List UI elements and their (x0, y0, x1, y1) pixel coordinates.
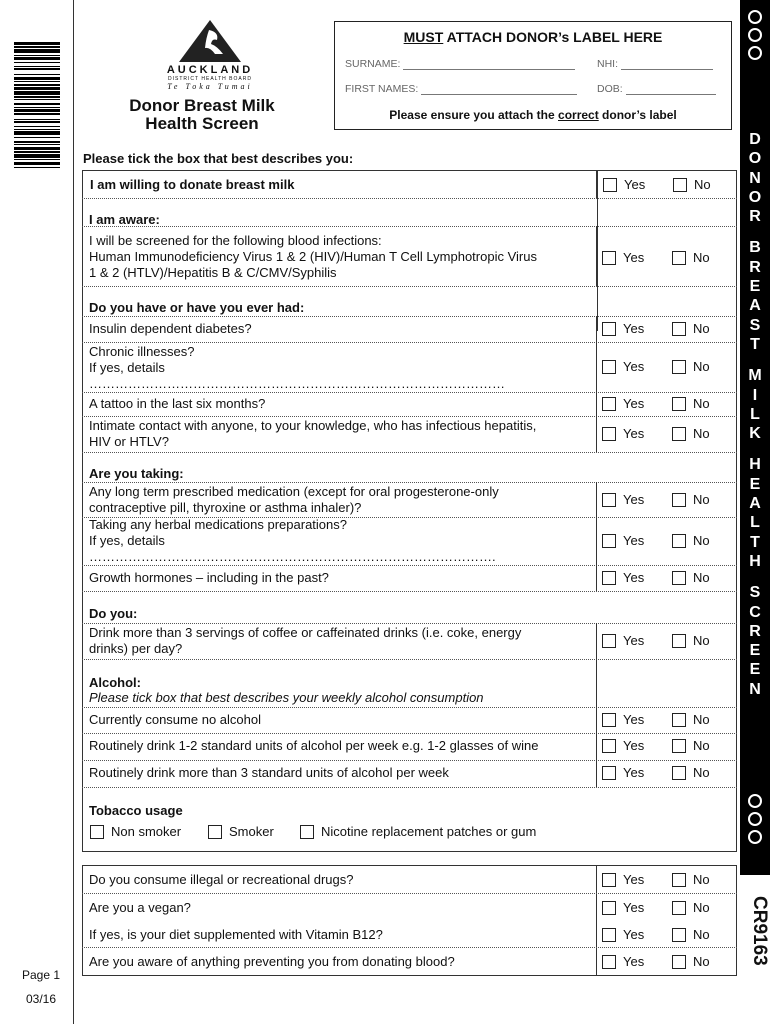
checkbox-icon (672, 322, 686, 336)
vertical-letter: D (749, 131, 761, 148)
no-label: No (693, 633, 710, 648)
checkbox-icon (602, 397, 616, 411)
column-divider (596, 517, 597, 565)
no-checkbox[interactable] (672, 765, 710, 780)
row-separator (82, 226, 737, 227)
question-text: Any long term prescribed medication (except for oral progesterone-only (89, 484, 499, 499)
form-title-line1: Donor Breast Milk (129, 96, 275, 115)
no-checkbox[interactable] (672, 633, 710, 648)
no-checkbox[interactable] (672, 321, 710, 336)
form-title-line2: Health Screen (145, 114, 259, 133)
yes-label: Yes (623, 396, 645, 411)
dot-icon (748, 28, 762, 42)
checkbox-icon (300, 825, 314, 839)
yes-label: Yes (623, 359, 645, 374)
column-divider (596, 623, 597, 659)
no-label: No (693, 492, 710, 507)
vertical-letter: A (749, 297, 761, 315)
no-checkbox[interactable]: No (673, 177, 711, 192)
dots-top (740, 6, 770, 60)
yes-label: Yes (623, 426, 645, 441)
yes-checkbox[interactable] (602, 533, 644, 548)
row-separator (82, 452, 737, 453)
checkbox-icon (672, 427, 686, 441)
checkbox-icon (672, 571, 686, 585)
no-checkbox[interactable] (672, 250, 710, 265)
column-divider (596, 392, 597, 416)
question-text: If yes, details (89, 360, 165, 375)
vertical-letter: I (752, 386, 758, 404)
section-heading: Alcohol: (89, 675, 141, 690)
non-smoker-checkbox[interactable] (90, 824, 181, 839)
question-text: Are you a vegan? (89, 900, 191, 915)
vertical-letter: E (749, 661, 761, 679)
column-divider (596, 416, 597, 452)
checkbox-icon (672, 901, 686, 915)
vertical-letter: E (749, 642, 761, 660)
vertical-letter: B (749, 239, 761, 257)
margin-line (73, 0, 74, 1024)
checkbox-icon (672, 739, 686, 753)
no-label: No (693, 765, 710, 780)
row-separator (82, 198, 737, 199)
section-heading: Do you have or have you ever had: (89, 300, 305, 315)
question-text: Intimate contact with anyone, to your knowledge, who has infectious hepatitis, (89, 418, 537, 433)
vertical-letter: E (749, 475, 761, 493)
checkbox-icon (602, 493, 616, 507)
no-checkbox[interactable] (672, 712, 710, 727)
question-text: drinks) per day? (89, 641, 183, 656)
row-separator (82, 707, 737, 708)
label-box-heading: MUST ATTACH DONOR’s LABEL HERE (403, 29, 663, 45)
checkbox-icon (602, 739, 616, 753)
vertical-letter: S (749, 584, 761, 602)
yes-checkbox[interactable] (602, 492, 644, 507)
checkbox-icon (672, 634, 686, 648)
yes-checkbox[interactable] (602, 765, 644, 780)
checkbox-icon (672, 493, 686, 507)
vertical-letter: T (750, 533, 760, 551)
column-divider (596, 482, 597, 517)
row-separator (82, 623, 737, 624)
checkbox-icon (90, 825, 104, 839)
yes-label: Yes (623, 738, 645, 753)
row-separator (82, 286, 737, 287)
question-text: Do you consume illegal or recreational drugs? (89, 872, 354, 887)
question-text: Insulin dependent diabetes? (89, 321, 252, 336)
no-label: No (693, 738, 710, 753)
question-text: Human Immunodeficiency Virus 1 & 2 (HIV)/Human T Cell Lymphotropic Virus (89, 249, 537, 264)
section-heading: I am aware: (89, 212, 160, 227)
row-separator (82, 591, 737, 592)
question-text: …………………………………………………………………………………… (89, 376, 505, 391)
vertical-letter: H (749, 456, 761, 474)
row-separator (82, 659, 737, 660)
no-checkbox[interactable] (672, 533, 710, 548)
vertical-letter: L (750, 514, 760, 532)
question-text: Routinely drink more than 3 standard units of alcohol per week (89, 765, 449, 780)
row-separator (82, 893, 737, 894)
checkbox-icon (672, 360, 686, 374)
no-checkbox[interactable] (672, 492, 710, 507)
logo-mountain-icon (179, 20, 241, 62)
no-label: No (693, 570, 710, 585)
column-divider (596, 342, 597, 392)
column-divider (596, 565, 597, 591)
question-text: If yes, is your diet supplemented with Vitamin B12? (89, 927, 383, 942)
yes-checkbox[interactable] (602, 396, 644, 411)
question-row (83, 171, 736, 199)
row-separator (82, 342, 737, 343)
label-note: Please ensure you attach the correct donor’s label (389, 108, 677, 122)
question-text: I am willing to donate breast milk (90, 177, 295, 192)
yes-checkbox[interactable] (602, 570, 644, 585)
yes-checkbox[interactable] (602, 712, 644, 727)
checkbox-icon (602, 955, 616, 969)
column-divider (596, 170, 597, 198)
checkbox-icon (602, 634, 616, 648)
no-label: No (693, 954, 710, 969)
vertical-letter: T (750, 335, 760, 353)
yes-checkbox[interactable]: Yes (603, 177, 645, 192)
column-divider (596, 865, 597, 976)
nhi-field[interactable]: NHI: (597, 58, 713, 70)
checkbox-icon (672, 955, 686, 969)
section-heading: Do you: (89, 606, 138, 621)
checkbox-icon (602, 766, 616, 780)
no-label: No (693, 900, 710, 915)
row-separator (82, 316, 737, 317)
vertical-letter: K (749, 425, 761, 443)
vertical-letter: M (748, 367, 762, 385)
question-text: …………………………………………………………………………………. (89, 549, 496, 564)
vertical-letter: L (750, 405, 760, 423)
checkbox-icon (602, 251, 616, 265)
form-title (102, 97, 302, 133)
form-date: 03/16 (26, 992, 57, 1006)
no-checkbox[interactable] (672, 738, 710, 753)
question-text: Currently consume no alcohol (89, 712, 261, 727)
section-note: Please tick box that best describes your weekly alcohol consumption (89, 690, 484, 705)
no-label: No (693, 872, 710, 887)
checkbox-icon (672, 251, 686, 265)
yes-label: Yes (623, 712, 645, 727)
column-divider (596, 226, 597, 286)
page-footer (22, 963, 60, 1011)
no-checkbox[interactable] (672, 570, 710, 585)
vertical-letter: R (749, 208, 761, 226)
no-checkbox[interactable] (672, 927, 710, 942)
option-label: Nicotine replacement patches or gum (321, 824, 537, 839)
intro-instruction: Please tick the box that best describes you: (83, 151, 354, 166)
letter-gap (740, 443, 770, 455)
yes-label: Yes (623, 492, 645, 507)
question-text: Taking any herbal medications preparations? (89, 517, 347, 532)
yes-checkbox[interactable] (602, 872, 644, 887)
no-checkbox[interactable] (672, 359, 710, 374)
yes-label: Yes (623, 900, 645, 915)
column-divider (596, 659, 597, 707)
yes-label: Yes (623, 765, 645, 780)
adhb-logo (155, 20, 265, 91)
logo-name: AUCKLAND (166, 64, 254, 76)
dot-icon (748, 812, 762, 826)
yes-checkbox[interactable] (602, 954, 644, 969)
vertical-letter: R (749, 258, 761, 276)
no-label: No (693, 533, 710, 548)
checkbox-icon (602, 928, 616, 942)
checkbox-icon (602, 873, 616, 887)
dot-icon (748, 830, 762, 844)
vertical-letter: A (749, 495, 761, 513)
barcode (14, 42, 60, 272)
dots-bottom (740, 790, 770, 844)
no-checkbox[interactable] (672, 900, 710, 915)
column-divider (596, 707, 597, 733)
checkbox-icon (602, 360, 616, 374)
vertical-letter: H (749, 552, 761, 570)
checkbox-icon (672, 534, 686, 548)
section-heading: Tobacco usage (89, 803, 183, 818)
question-text: Growth hormones – including in the past? (89, 570, 329, 585)
letter-gap (740, 571, 770, 583)
row-separator (82, 482, 737, 483)
checkbox-icon (672, 766, 686, 780)
checkbox-icon (602, 571, 616, 585)
question-text: A tattoo in the last six months? (89, 396, 266, 411)
row-separator (82, 760, 737, 761)
letter-gap (740, 226, 770, 238)
checkbox-icon (602, 713, 616, 727)
donor-label-box[interactable] (334, 21, 732, 130)
column-divider (596, 760, 597, 787)
no-label: No (693, 927, 710, 942)
vertical-letter: R (749, 622, 761, 640)
section-heading: Are you taking: (89, 466, 184, 481)
question-text: HIV or HTLV? (89, 434, 169, 449)
vertical-letter: O (748, 188, 762, 206)
form-code: CR9163 (749, 896, 770, 966)
dob-field[interactable]: DOB: (597, 83, 716, 95)
yes-label: Yes (623, 927, 645, 942)
first-names-field[interactable]: FIRST NAMES: (345, 83, 577, 95)
yes-label: Yes (623, 533, 645, 548)
checkbox-icon (672, 928, 686, 942)
row-separator (82, 416, 737, 417)
logo-maori-name: Te Toka Tumai (167, 82, 253, 91)
question-text: contraceptive pill, thyroxine or asthma inhaler)? (89, 500, 362, 515)
checkbox-icon (672, 873, 686, 887)
row-separator (82, 733, 737, 734)
yes-checkbox[interactable] (602, 633, 644, 648)
vertical-letter: S (749, 316, 761, 334)
column-divider (596, 733, 597, 760)
checkbox-icon (602, 534, 616, 548)
dot-icon (748, 10, 762, 24)
no-label: No (693, 396, 710, 411)
no-label: No (693, 426, 710, 441)
yes-label: Yes (623, 633, 645, 648)
checkbox-icon (672, 397, 686, 411)
option-label: Non smoker (111, 824, 182, 839)
question-text: 1 & 2 (HTLV)/Hepatitis B & C/CMV/Syphilis (89, 265, 337, 280)
no-label: No (693, 250, 710, 265)
vertical-letter: N (749, 680, 761, 698)
checkbox-icon (672, 713, 686, 727)
no-checkbox[interactable] (672, 872, 710, 887)
checkbox-icon (602, 322, 616, 336)
question-text: Are you aware of anything preventing you from donating blood? (89, 954, 455, 969)
question-text: Drink more than 3 servings of coffee or caffeinated drinks (i.e. coke, energy (89, 625, 522, 640)
row-separator (82, 565, 737, 566)
yes-checkbox[interactable] (602, 900, 644, 915)
yes-label: Yes (623, 570, 645, 585)
vertical-title (740, 130, 770, 699)
yes-label: Yes (623, 250, 645, 265)
question-text: I will be screened for the following blood infections: (89, 233, 382, 248)
vertical-letter: O (748, 150, 762, 168)
no-checkbox[interactable] (672, 954, 710, 969)
page-number: Page 1 (22, 968, 61, 982)
yes-label: Yes (623, 321, 645, 336)
no-label: No (693, 712, 710, 727)
no-checkbox[interactable] (672, 426, 710, 441)
nicotine-replacement-checkbox[interactable] (300, 824, 536, 839)
smoker-checkbox[interactable] (208, 824, 274, 839)
checkbox-icon (602, 427, 616, 441)
yes-label: Yes (623, 872, 645, 887)
logo-subtitle: DISTRICT HEALTH BOARD (168, 76, 252, 82)
yes-checkbox[interactable] (602, 321, 644, 336)
checkbox-icon (602, 901, 616, 915)
yes-checkbox[interactable] (602, 426, 644, 441)
surname-field[interactable]: SURNAME: (345, 58, 575, 70)
yes-checkbox[interactable] (602, 738, 644, 753)
yes-label: Yes (623, 954, 645, 969)
question-text: If yes, details (89, 533, 165, 548)
question-text: Routinely drink 1-2 standard units of alcohol per week e.g. 1-2 glasses of wine (89, 738, 539, 753)
no-label: No (693, 321, 710, 336)
dot-icon (748, 46, 762, 60)
vertical-letter: N (749, 169, 761, 187)
option-label: Smoker (229, 824, 274, 839)
checkbox-icon (208, 825, 222, 839)
vertical-letter: E (749, 278, 761, 296)
row-separator (82, 947, 737, 948)
letter-gap (740, 354, 770, 366)
yes-checkbox[interactable] (602, 250, 644, 265)
row-separator (82, 392, 737, 393)
question-text: Chronic illnesses? (89, 344, 195, 359)
no-checkbox[interactable] (672, 396, 710, 411)
vertical-letter: C (749, 603, 761, 621)
no-label: No (693, 359, 710, 374)
yes-checkbox[interactable] (602, 927, 644, 942)
row-separator (82, 787, 737, 788)
column-divider (596, 316, 597, 342)
yes-checkbox[interactable] (602, 359, 644, 374)
dot-icon (748, 794, 762, 808)
